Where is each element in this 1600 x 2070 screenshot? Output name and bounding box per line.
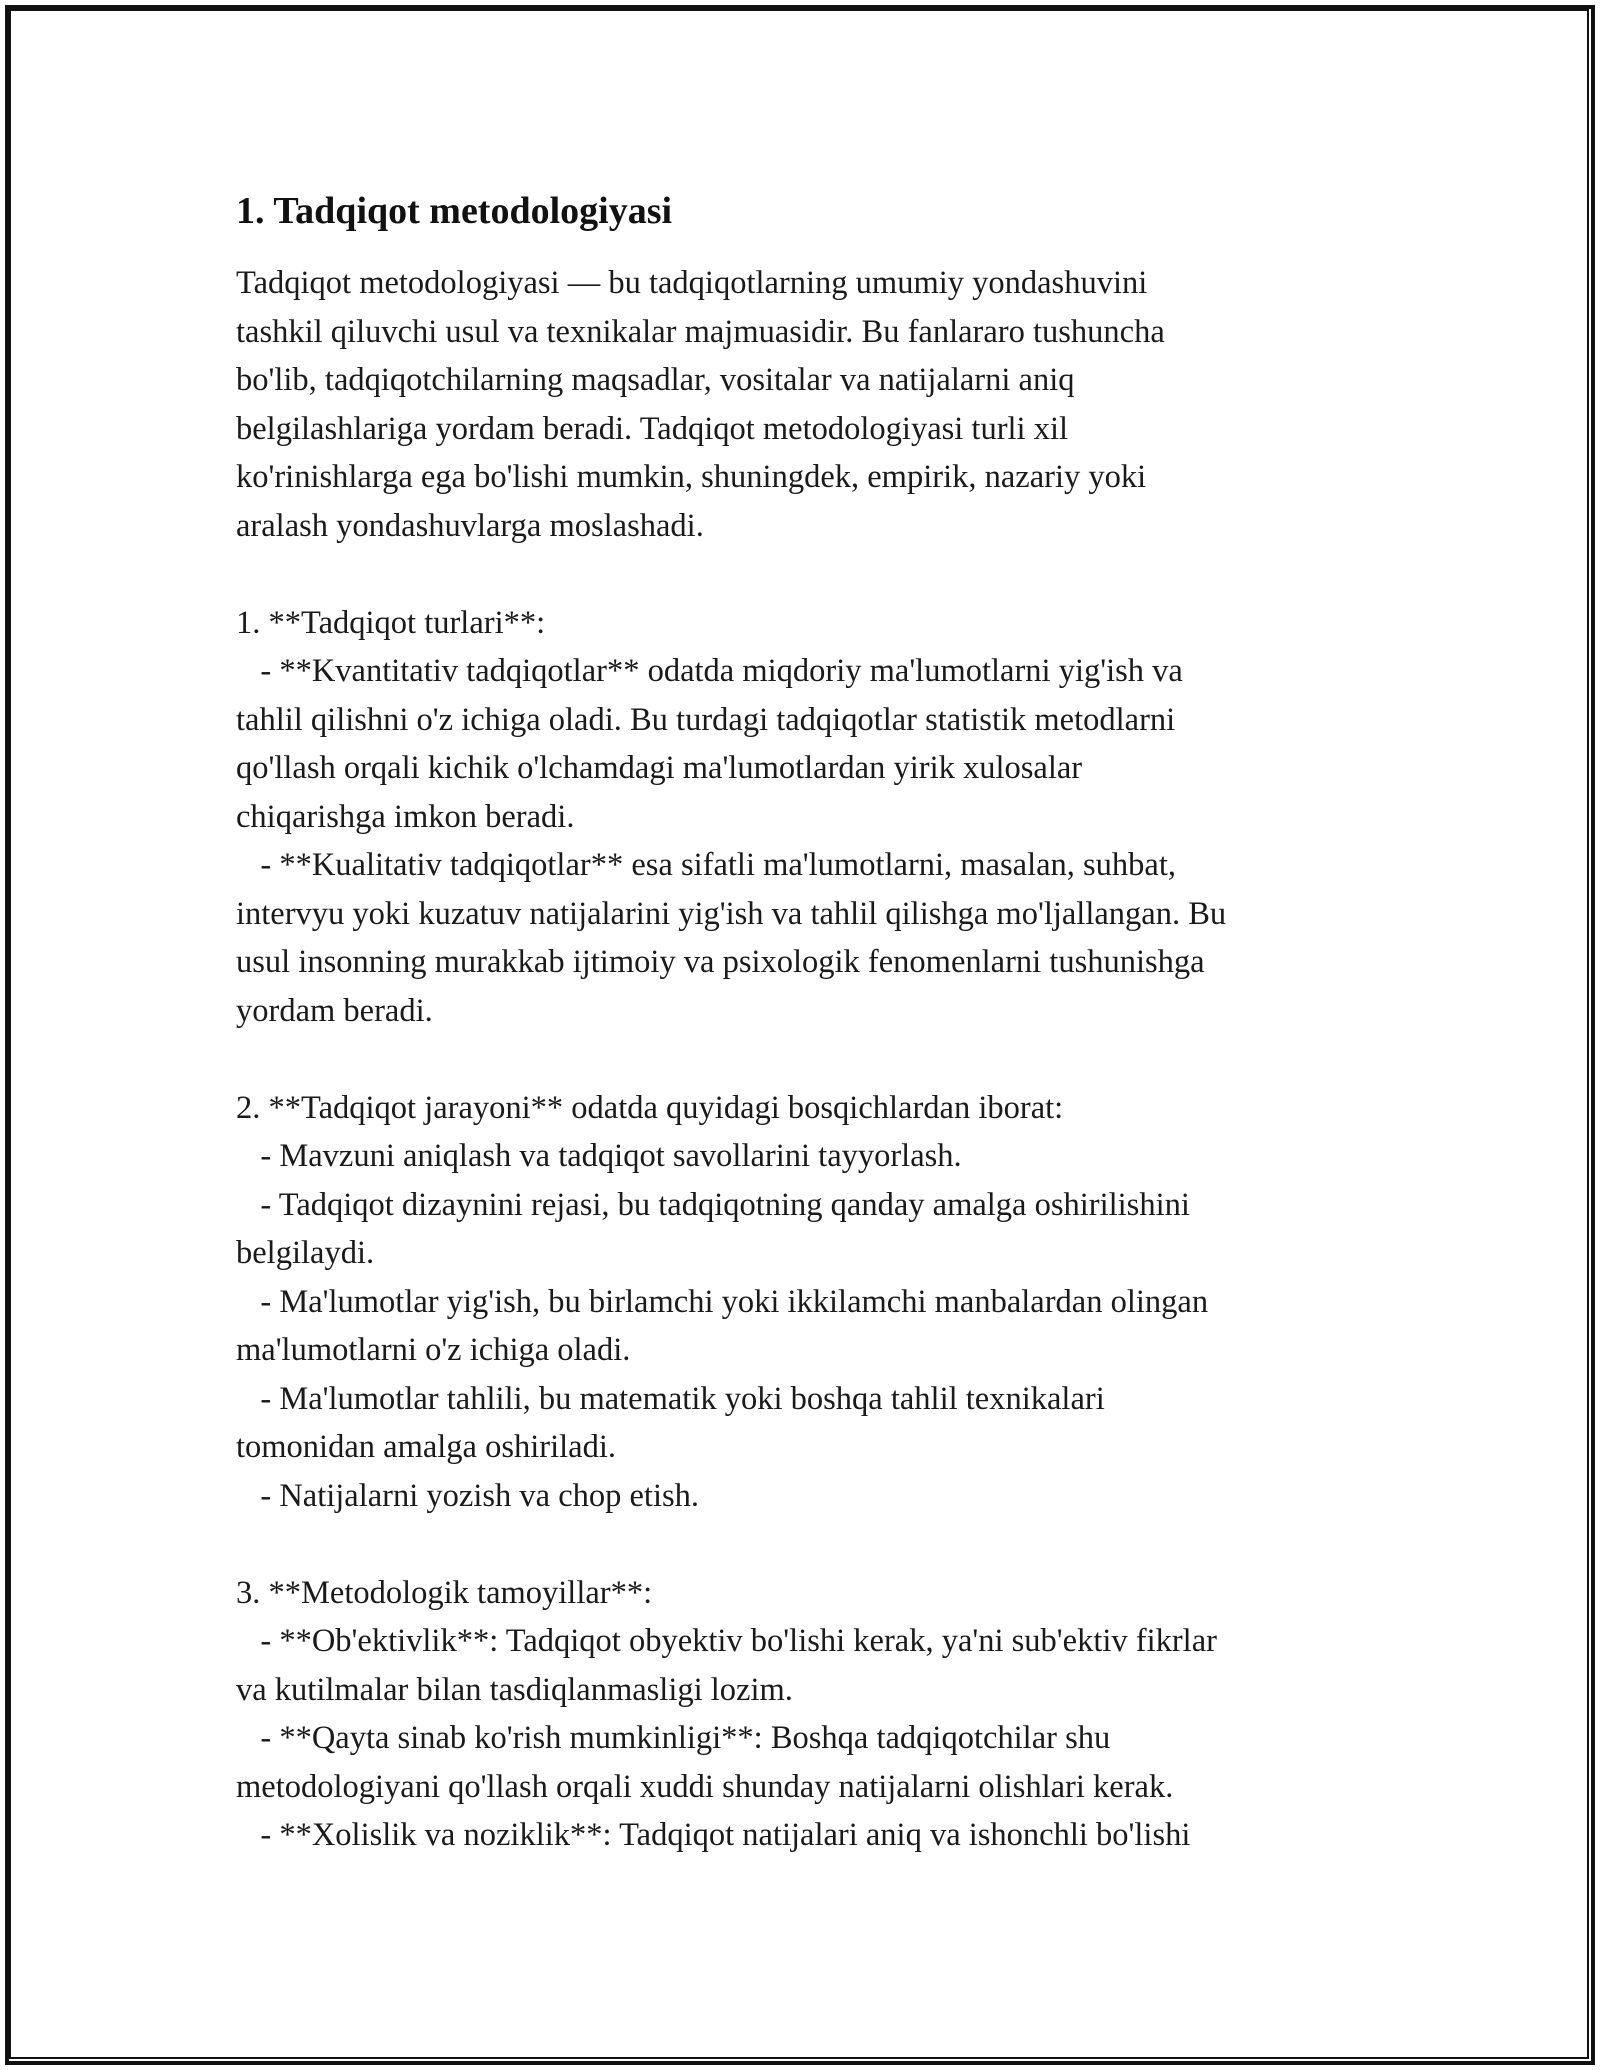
document-content	[236, 187, 1386, 1860]
body-text: Tadqiqot metodologiyasi — bu tadqiqotlarning umumiy yondashuvini tashkil qiluvchi usul va texnikalar majmuasidir. Bu fanlararo tushuncha bo'lib, tadqiqotchilarning maqsadlar, vositalar va natijalarni aniq belgilashlariga yordam beradi. Tadqiqot metodologiyasi turli xil ko'rinishlarga ega bo'lishi mumkin, shuningdek, empirik, nazariy yoki aralash yondashuvlarga moslashadi. 1. **Tadqiqot turlari**: - **Kvantitativ tadqiqotlar** odatda miqdoriy ma'lumotlarni yig'ish va tahlil qilishni o'z ichiga oladi. Bu turdagi tadqiqotlar statistik metodlarni qo'llash orqali kichik o'lchamdagi ma'lumotlardan yirik xulosalar chiqarishga imkon beradi. - **Kualitativ tadqiqotlar** esa sifatli ma'lumotlarni, masalan, suhbat, intervyu yoki kuzatuv natijalarini yig'ish va tahlil qilishga mo'ljallangan. Bu usul insonning murakkab ijtimoiy va psixologik fenomenlarni tushunishga yordam beradi. 2. **Tadqiqot jarayoni** odatda quyidagi bosqichlardan iborat: - Mavzuni aniqlash va tadqiqot savollarini tayyorlash. - Tadqiqot dizaynini rejasi, bu tadqiqotning qanday amalga oshirilishini belgilaydi. - Ma'lumotlar yig'ish, bu birlamchi yoki ikkilamchi manbalardan olingan ma'lumotlarni o'z ichiga oladi. - Ma'lumotlar tahlili, bu matematik yoki boshqa tahlil texnikalari tomonidan amalga oshiriladi. - Natijalarni yozish va chop etish. 3. **Metodologik tamoyillar**: - **Ob'ektivlik**: Tadqiqot obyektiv bo'lishi kerak, ya'ni sub'ektiv fikrlar va kutilmalar bilan tasdiqlanmasligi lozim. - **Qayta sinab ko'rish mumkinligi**: Boshqa tadqiqotchilar shu metodologiyani qo'llash orqali xuddi shunday natijalarni olishlari kerak. - **Xolislik va noziklik**: Tadqiqot natijalari aniq va ishonchli bo'lishi	[236, 265, 1227, 1853]
section-heading: 1. Tadqiqot metodologiyasi	[236, 190, 673, 232]
